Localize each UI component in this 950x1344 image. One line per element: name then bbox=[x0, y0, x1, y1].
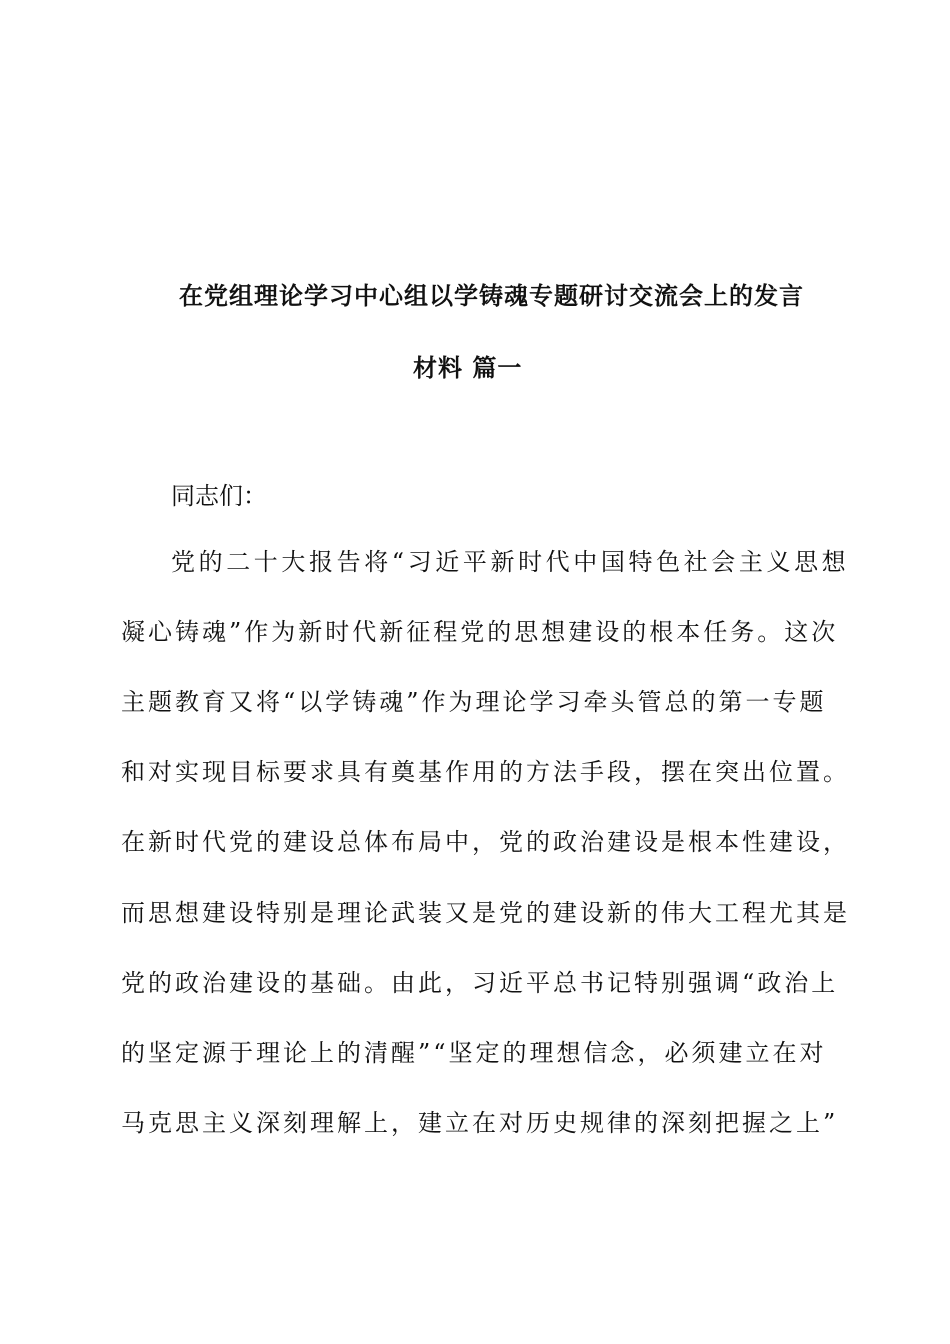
body-line: 的坚定源于理论上的清醒”“坚定的理想信念，必须建立在对 bbox=[121, 1039, 827, 1067]
document-title-line-2: 材料 篇一 bbox=[413, 354, 523, 382]
salutation: 同志们： bbox=[171, 482, 267, 510]
body-line: 和对实现目标要求具有奠基作用的方法手段，摆在突出位置。 bbox=[121, 758, 850, 786]
document-title-line-1: 在党组理论学习中心组以学铸魂专题研讨交流会上的发言 bbox=[179, 282, 804, 310]
body-line: 在新时代党的建设总体布局中，党的政治建设是根本性建设， bbox=[121, 828, 850, 856]
body-line: 党的政治建设的基础。由此，习近平总书记特别强调“政治上 bbox=[121, 969, 839, 997]
body-line: 主题教育又将“以学铸魂”作为理论学习牵头管总的第一专题 bbox=[121, 688, 827, 716]
body-line: 而思想建设特别是理论武装又是党的建设新的伟大工程尤其是 bbox=[121, 899, 850, 927]
body-line: 马克思主义深刻理解上，建立在对历史规律的深刻把握之上” bbox=[121, 1109, 839, 1137]
body-line: 党的二十大报告将“习近平新时代中国特色社会主义思想 bbox=[171, 548, 850, 576]
body-line: 凝心铸魂”作为新时代新征程党的思想建设的根本任务。这次 bbox=[121, 618, 839, 646]
